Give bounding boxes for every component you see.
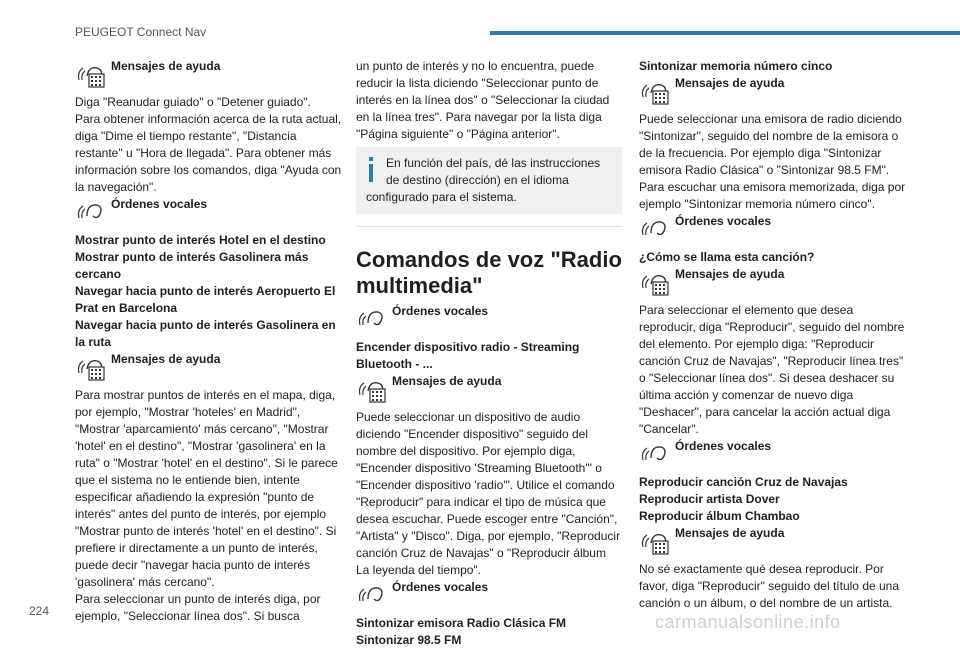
speech-help-icon — [639, 527, 671, 557]
info-icon — [366, 157, 376, 183]
help-messages-heading: Mensajes de ayuda — [75, 58, 343, 94]
paragraph: un punto de interés y no lo encuentra, puede reducir la lista diciendo "Seleccionar punto de interés en la línea dos" o "Seleccionar la ciudad en la línea tres". Para navegar por la lista diga "Página siguiente" o "Página anterior". — [356, 59, 610, 141]
speech-help-icon — [75, 353, 107, 383]
voice-command-list: Sintonizar emisora Radio Clásica FM Sintonizar 98.5 FM — [356, 616, 567, 647]
help-messages-heading: Mensajes de ayuda — [639, 525, 909, 561]
voice-command-list: ¿Cómo se llama esta canción? — [639, 250, 815, 264]
voice-commands-heading: Órdenes vocales — [356, 579, 622, 615]
speech-help-icon — [639, 77, 671, 107]
page-number: 224 — [29, 604, 50, 618]
voice-command-list: Encender dispositivo radio - Streaming Bluetooth - ... — [356, 340, 580, 371]
running-header: PEUGEOT Connect Nav — [75, 25, 207, 39]
speech-help-icon — [356, 375, 388, 405]
voice-commands-heading: Órdenes vocales — [639, 213, 909, 249]
paragraph: Puede seleccionar un dispositivo de audio diciendo "Encender dispositivo" seguido del nombre del dispositivo. Por ejemplo diga, "Encender dispositivo 'Streaming Bluetooth'" o "Encender dispositivo 'radio'". Utilice el comando "Reproducir" para indicar el tipo de música que desea escuchar. Puede escoger entre "Canción", "Artista" y "Disco". Diga, por ejemplo, "Reproducir canción Cruz de Navajas" o "Reproducir álbum La leyenda del tiempo". — [356, 410, 621, 577]
paragraph: No sé exactamente qué desea reproducir. Por favor, diga "Reproducir" seguido del título de una canción o un álbum, o del nombre de un artista. — [639, 562, 900, 610]
section-title: Comandos de voz "Radio multimedia" — [356, 247, 622, 298]
help-messages-heading: Mensajes de ayuda — [639, 75, 909, 111]
paragraph: Puede seleccionar una emisora de radio diciendo "Sintonizar", seguido del nombre de la emisora o de la frecuencia. Por ejemplo diga "Sintonizar emisora Radio Clásica" o "Sintonizar 98.5 FM". Para escuchar una emisora memorizada, diga por ejemplo "Sintonizar memoria número cinco". — [639, 112, 906, 211]
column-1 — [75, 58, 343, 625]
voice-commands-heading: Órdenes vocales — [356, 303, 622, 339]
paragraph: Para seleccionar el elemento que desea reproducir, diga "Reproducir", seguido del nombre del elemento. Por ejemplo diga: "Reproducir canción Cruz de Navajas", "Reproducir línea tres" o "Seleccionar línea dos". Si desea deshacer su última acción y comenzar de nuevo diga "Deshacer", para cancelar la acción actual diga "Cancelar". — [639, 303, 905, 436]
divider — [356, 226, 622, 227]
paragraph: Diga "Reanudar guiado" o "Detener guiado". Para obtener información acerca de la ruta actual, diga "Dime el tiempo restante", "Distancia restante" u "Hora de llegada". Para obtener más información sobre los comandos, diga "Ayuda con la navegación". — [75, 95, 342, 194]
voice-command-icon — [639, 215, 669, 241]
help-messages-heading: Mensajes de ayuda — [75, 351, 343, 387]
voice-commands-heading: Órdenes vocales — [75, 196, 343, 232]
speech-help-icon — [639, 268, 671, 298]
column-2 — [356, 58, 622, 649]
voice-command-icon — [356, 305, 386, 331]
voice-command-list: Reproducir canción Cruz de Navajas Reproducir artista Dover Reproducir álbum Chambao — [639, 475, 848, 523]
voice-command-icon — [639, 440, 669, 466]
voice-command-list: Sintonizar memoria número cinco — [639, 59, 833, 73]
help-messages-heading: Mensajes de ayuda — [356, 373, 622, 409]
paragraph: Para mostrar puntos de interés en el mapa, diga, por ejemplo, "Mostrar 'hoteles' en Madrid", "Mostrar 'aparcamiento' más cercano", "Mostrar 'hotel' en el destino", "Mostrar 'gasolinera' en la ruta" o "Mostrar 'hotel' en el destino". Si le parece que el sistema no le entiende bien, intente especificar añadiendo la expresión "punto de interés" antes del punto de interés, por ejemplo "Mostrar punto de interés 'hotel' en el destino". Si prefiere ir directamente a un punto de interés, puede decir "navegar hacia punto de interés 'gasolinera' más cercano". Para seleccionar un punto de interés diga, por ejemplo, "Seleccionar línea dos". Si busca — [75, 388, 338, 623]
column-3 — [639, 58, 909, 612]
info-box: En función del país, dé las instrucciones de destino (dirección) en el idioma configurado para el sistema. — [356, 147, 622, 214]
help-messages-heading: Mensajes de ayuda — [639, 266, 909, 302]
voice-command-icon — [75, 198, 105, 224]
watermark: carmanualsonline.info — [655, 612, 841, 632]
voice-command-list: Mostrar punto de interés Hotel en el destino Mostrar punto de interés Gasolinera más cercano Navegar hacia punto de interés Aeropuerto El Prat en Barcelona Navegar hacia punto de interés Gasolinera en la ruta — [75, 233, 336, 349]
speech-help-icon — [75, 60, 107, 90]
voice-command-icon — [356, 581, 386, 607]
header-accent-bar — [490, 31, 960, 35]
voice-commands-heading: Órdenes vocales — [639, 438, 909, 474]
